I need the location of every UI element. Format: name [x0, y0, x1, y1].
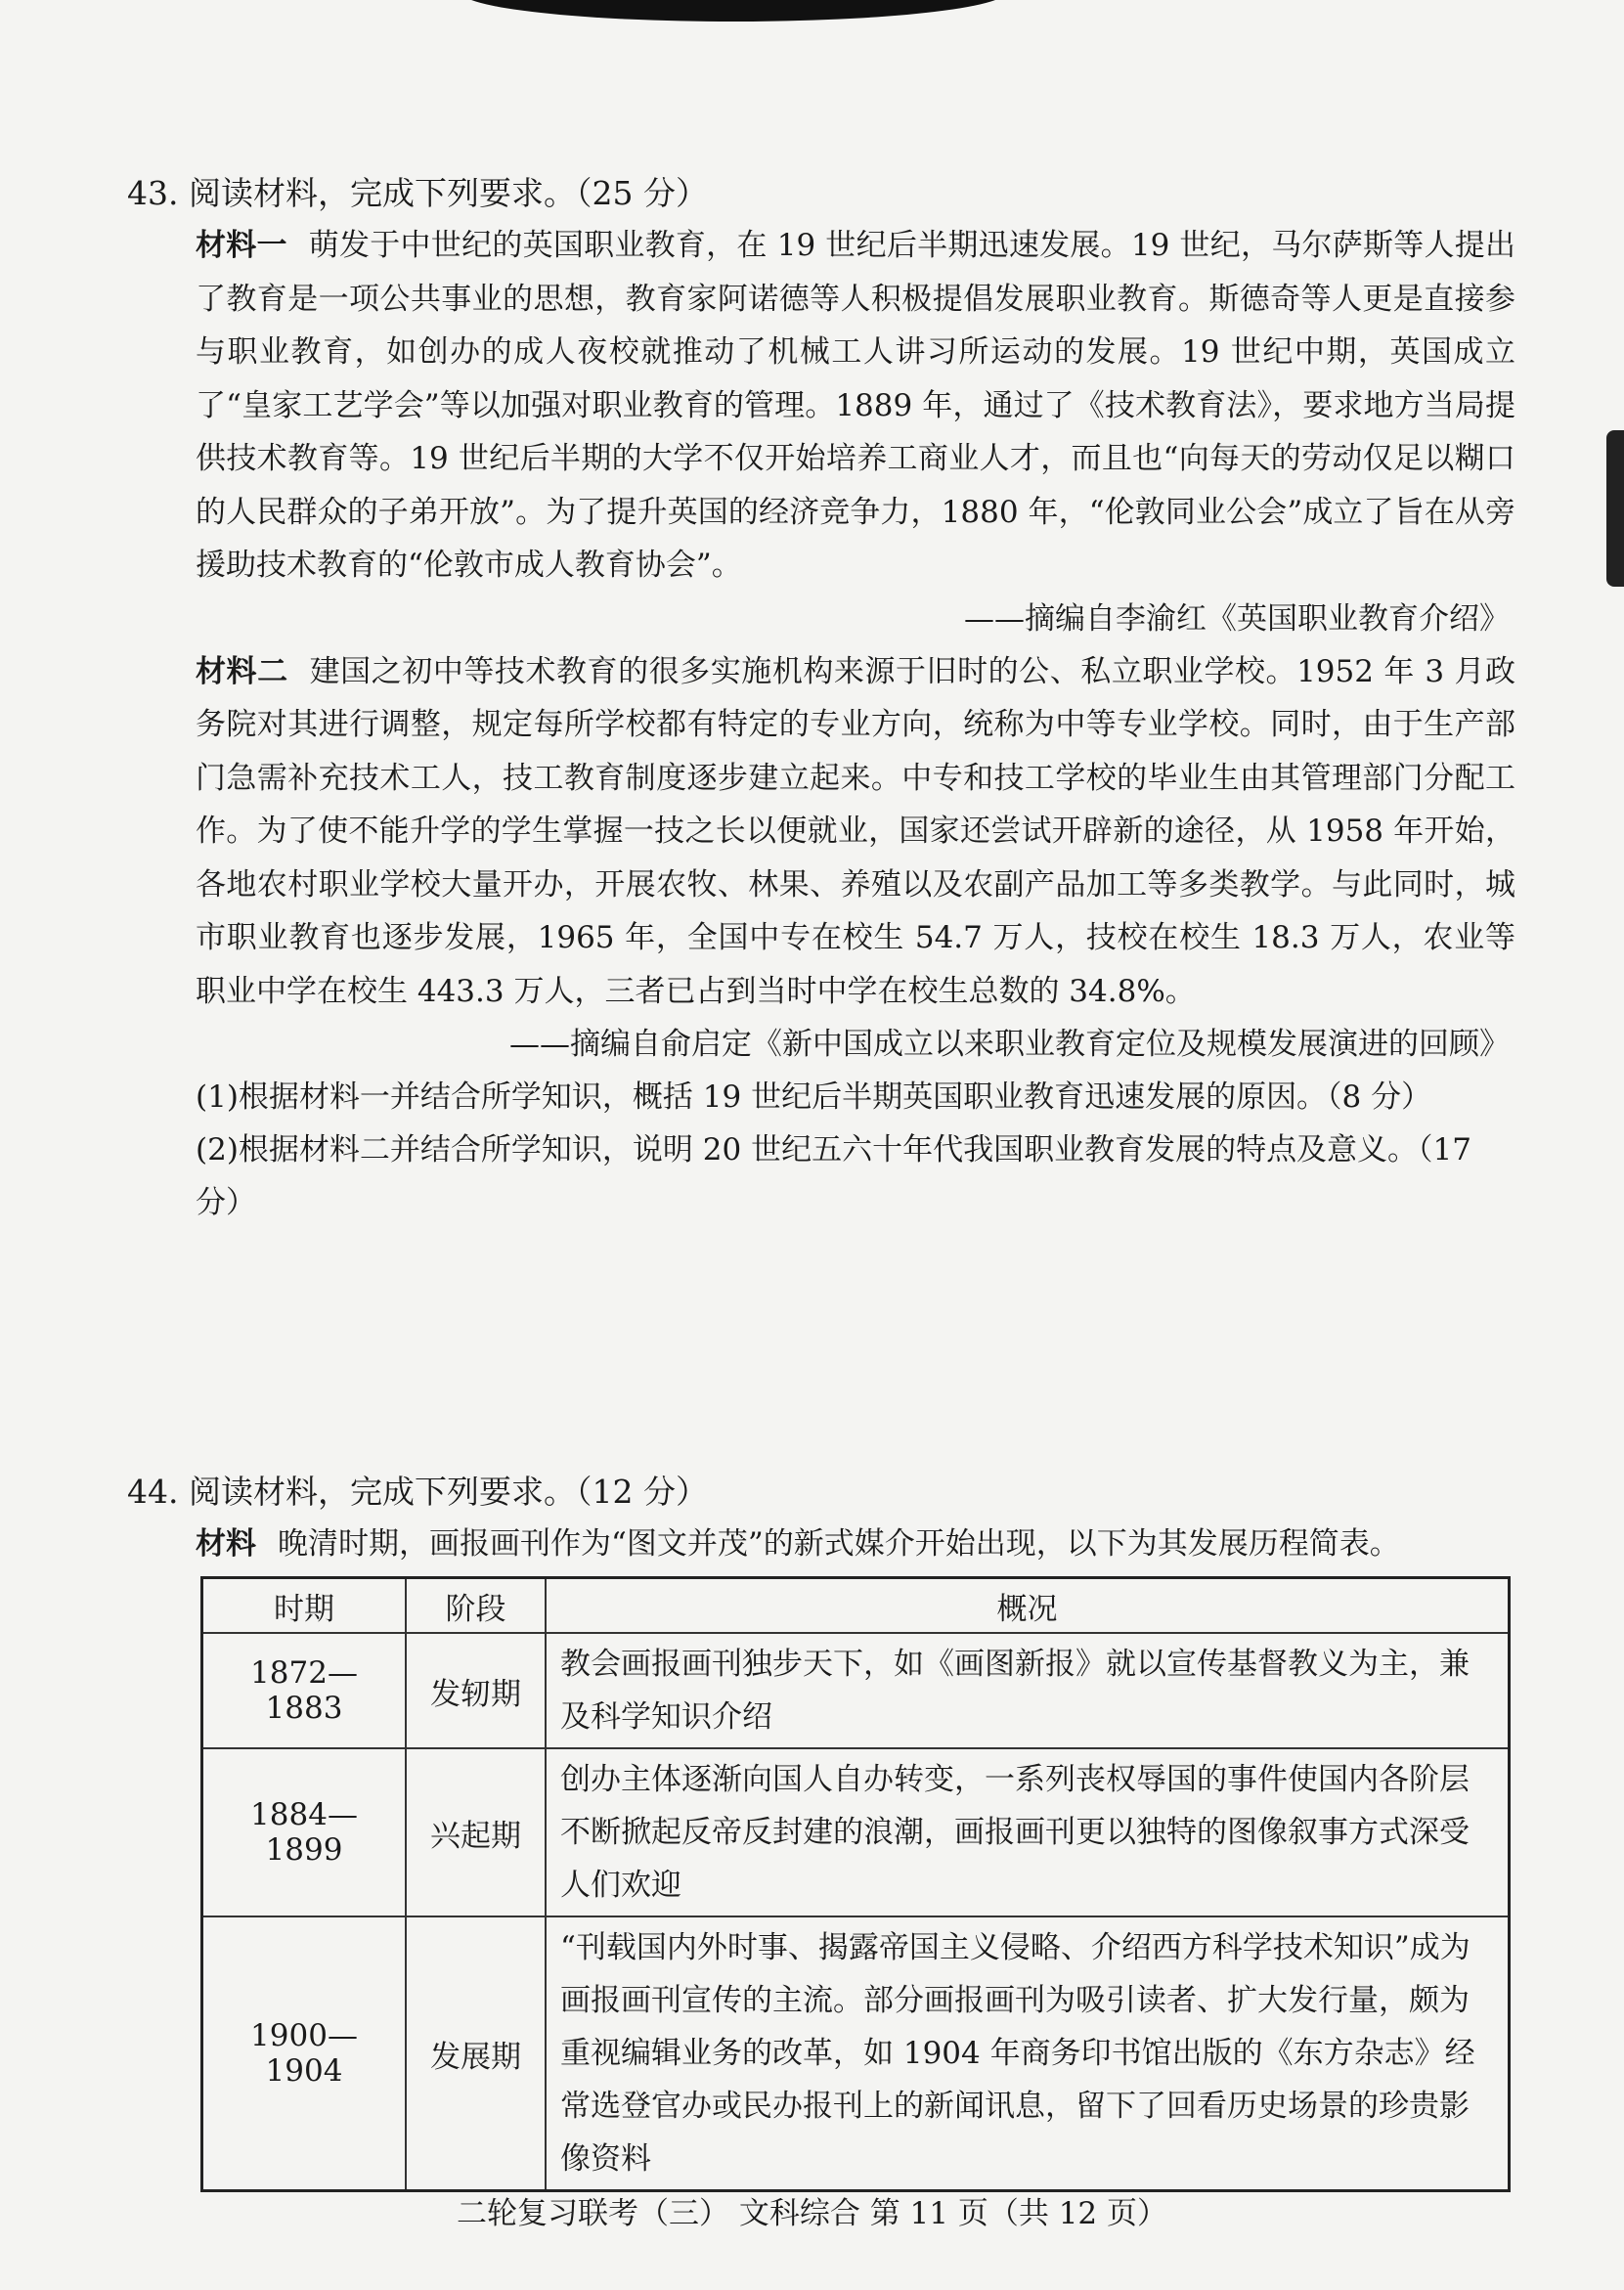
q43-material-2-text: 建国之初中等技术教育的很多实施机构来源于旧时的公、私立职业学校。1952 年 3 月政务院对其进行调整，规定每所学校都有特定的专业方向，统称为中等专业学校。同时，由于生产部门急需补充技术工人，技工教育制度逐步建立起来。中专和技工学校的毕业生由其管理部门分配工作。为了使不能升学的学生掌握一技之长以便就业，国家还尝试开辟新的途径，从 1958 年开始，各地农村职业学校大量开办，开展农牧、林果、养殖以及农副产品加工等多类教学。与此同时，城市职业教育也逐步发展，1965 年，全国中专在校生 54.7 万人，技校在校生 18.3 万人，农业等职业中学在校生 443.3 万人，三者已占到当时中学在校生总数的 34.8%。: [196, 653, 1515, 1009]
scan-edge-mark: [1606, 430, 1624, 587]
q43-sub-question-2: (2)根据材料二并结合所学知识，说明 20 世纪五六十年代我国职业教育发展的特点及意义。（17 分）: [196, 1132, 1472, 1220]
table-row: [202, 1916, 1510, 2191]
q44-material-label: 材料: [196, 1526, 256, 1562]
cell-stage: 发轫期: [406, 1633, 546, 1748]
q43-material-1: [127, 219, 1515, 593]
q43-material-1-text: 萌发于中世纪的英国职业教育，在 19 世纪后半期迅速发展。19 世纪，马尔萨斯等人提出了教育是一项公共事业的思想，教育家阿诺德等人积极提倡发展职业教育。斯德奇等人更是直接参与职业教育，如创办的成人夜校就推动了机械工人讲习所运动的发展。19 世纪中期，英国成立了“皇家工艺学会”等以加强对职业教育的管理。1889 年，通过了《技术教育法》，要求地方当局提供技术教育等。19 世纪后半期的大学不仅开始培养工商业人才，而且也“向每天的劳动仅足以糊口的人民群众的子弟开放”。为了提升英国的经济竞争力，1880 年，“伦敦同业公会”成立了旨在从旁援助技术教育的“伦敦市成人教育协会”。: [196, 228, 1516, 583]
q43-material-2: [127, 645, 1515, 1019]
cell-period: 1872—1883: [202, 1633, 407, 1748]
scan-blot: [460, 0, 1007, 22]
q43-material-2-label: 材料二: [196, 653, 288, 689]
header-stage: 阶段: [406, 1578, 546, 1634]
cell-stage: 兴起期: [406, 1748, 546, 1916]
header-period: 时期: [202, 1578, 407, 1634]
q43-sub-question-1: (1)根据材料一并结合所学知识，概括 19 世纪后半期英国职业教育迅速发展的原因。（8 分）: [196, 1079, 1432, 1115]
q44-title: 44. 阅读材料，完成下列要求。（12 分）: [127, 1473, 708, 1511]
q43-title: 43. 阅读材料，完成下列要求。（25 分）: [127, 174, 708, 212]
cell-overview: 创办主体逐渐向国人自办转变，一系列丧权辱国的事件使国内各阶层不断掀起反帝反封建的浪潮，画报画刊更以独特的图像叙事方式深受人们欢迎: [546, 1748, 1510, 1916]
cell-period: 1900—1904: [202, 1916, 407, 2191]
cell-overview: 教会画报画刊独步天下，如《画图新报》就以宣传基督教义为主，兼及科学知识介绍: [546, 1633, 1510, 1748]
question-43: [127, 168, 1515, 1229]
table-row: [202, 1633, 1510, 1748]
cell-stage: 发展期: [406, 1916, 546, 2191]
header-overview: 概况: [546, 1578, 1510, 1634]
q43-material-1-source: ——摘编自李渝红《英国职业教育介绍》: [964, 600, 1510, 637]
cell-overview: “刊载国内外时事、揭露帝国主义侵略、介绍西方科学技术知识”成为画报画刊宣传的主流。部分画报画刊为吸引读者、扩大发行量，颇为重视编辑业务的改革，如 1904 年商务印书馆出版的《东方杂志》经常选登官办或民办报刊上的新闻讯息，留下了回看历史场景的珍贵影像资料: [546, 1916, 1510, 2191]
q44-material: [127, 1518, 1515, 1571]
q44-material-text: 晚清时期，画报画刊作为“图文并茂”的新式媒介开始出现，以下为其发展历程简表。: [278, 1526, 1400, 1562]
q44-table: [200, 1576, 1511, 2192]
question-44: [127, 1467, 1515, 1571]
table-header-row: [202, 1578, 1510, 1634]
cell-period: 1884—1899: [202, 1748, 407, 1916]
page-footer: 二轮复习联考（三） 文科综合 第 11 页（共 12 页）: [456, 2196, 1167, 2231]
q43-material-1-label: 材料一: [196, 228, 287, 263]
q43-material-2-source: ——摘编自俞启定《新中国成立以来职业教育定位及规模发展演进的回顾》: [509, 1027, 1510, 1062]
table-row: [202, 1748, 1510, 1916]
